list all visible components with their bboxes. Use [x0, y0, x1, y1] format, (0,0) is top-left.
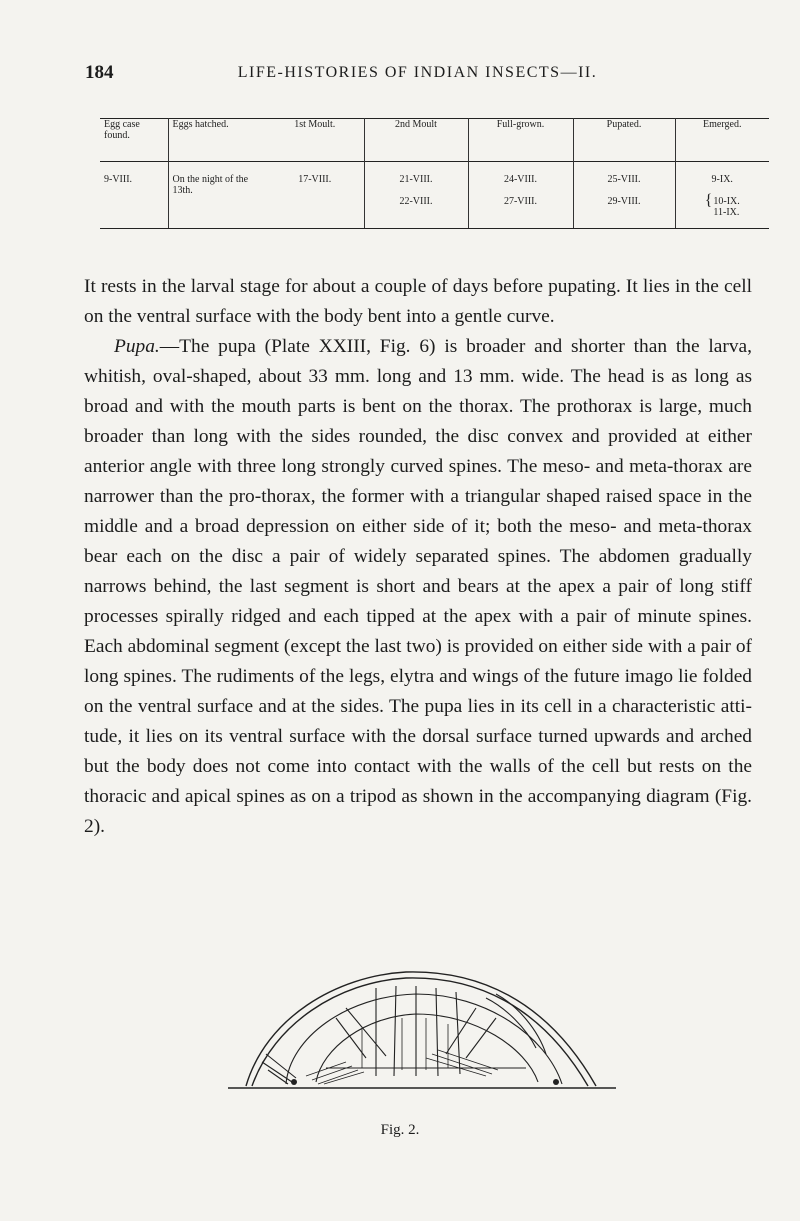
cell-pupated-2: 29-VIII. [573, 196, 675, 229]
hatching [306, 1018, 498, 1084]
cell-emerged-2 [675, 192, 769, 229]
table-row [100, 196, 769, 229]
col-pupated: Pupated. [573, 119, 675, 162]
pupa-description: —The pupa (Plate XXIII, Fig. 6) is broader and shorter than the larva, whitish, oval-shaped, about 33 mm. long and 13 mm. wide. The head is as long as broad and with the mouth parts is bent on the thorax. The prothorax is large, much broader than long with the sides rounded, the disc convex and provided at either anterior angle with three long strongly curved spines. The meso- and meta-thorax are narrower than the pro-thorax, the former with a triangular shaped raised space in the middle and a broad depression on either side of it; both the meso- and meta-thorax bear each on the disc a pair of widely separated spines. The abdomen gradually narrows behind, the last segment is short and bears at the apex a pair of long stiff processes spirally ridged and each tipped at the apex with a pair of minute spines. Each abdominal segment (except the last two) is provided on either side with a pair of long spines. The rudiments of the legs, elytra and wings of the future imago lie folded on the ventral surface and at the sides. The pupa lies in its cell in a characteristic atti-tude, it lies on its ventral surface with the dorsal surface turned upwards and arched but the body does not come into contact with the walls of the cell but rests on the thoracic and apical spines as on a tripod as shown in the accompanying diagram (Fig. 2). [84, 336, 752, 837]
cell-empty [168, 196, 266, 229]
cell-eggs-hatched: On the night of the 13th. [168, 162, 266, 197]
cell-empty [266, 196, 364, 229]
paragraph-pupa [84, 332, 752, 842]
body-text [84, 272, 752, 842]
cell-empty [100, 196, 168, 229]
brace-glyph: { [704, 192, 713, 209]
cell-pupated: 25-VIII. [573, 162, 675, 197]
emerged-brace-values [713, 196, 739, 218]
cell-2nd-moult: 21-VIII. [364, 162, 468, 197]
cell-full-grown: 24-VIII. [468, 162, 573, 197]
cell-full-grown-2: 27-VIII. [468, 196, 573, 229]
page-header [85, 62, 750, 92]
cell-emerged: 9-IX. [675, 162, 769, 197]
emerged-value-2: 11-IX. [713, 207, 740, 218]
emerged-value-1: 10-IX. [713, 196, 740, 207]
col-emerged: Emerged. [675, 119, 769, 162]
col-eggs-hatched: Eggs hatched. [168, 119, 266, 162]
pupa-in-cell-diagram [226, 958, 634, 1118]
cell-1st-moult: 17-VIII. [266, 162, 364, 197]
col-full-grown: Full-grown. [468, 119, 573, 162]
life-history-table [100, 118, 769, 229]
cell-2nd-moult-2: 22-VIII. [364, 196, 468, 229]
col-1st-moult: 1st Moult. [294, 119, 336, 130]
table-header-row [100, 119, 769, 162]
pupa-label: Pupa. [114, 336, 160, 357]
page-number: 184 [85, 62, 114, 83]
cell-egg-case-found: 9-VIII. [100, 162, 168, 197]
table-row [100, 162, 769, 197]
running-title: LIFE-HISTORIES OF INDIAN INSECTS—II. [237, 64, 598, 81]
paragraph-larval-rest: It rests in the larval stage for about a couple of days before pupating. It lies in the cell on the ventral surface with the body bent into a gentle curve. [84, 276, 752, 327]
figure-caption: Fig. 2. [380, 1122, 420, 1138]
col-egg-case-found: Egg case found. [104, 119, 140, 141]
col-2nd-moult: 2nd Moult [364, 119, 468, 162]
